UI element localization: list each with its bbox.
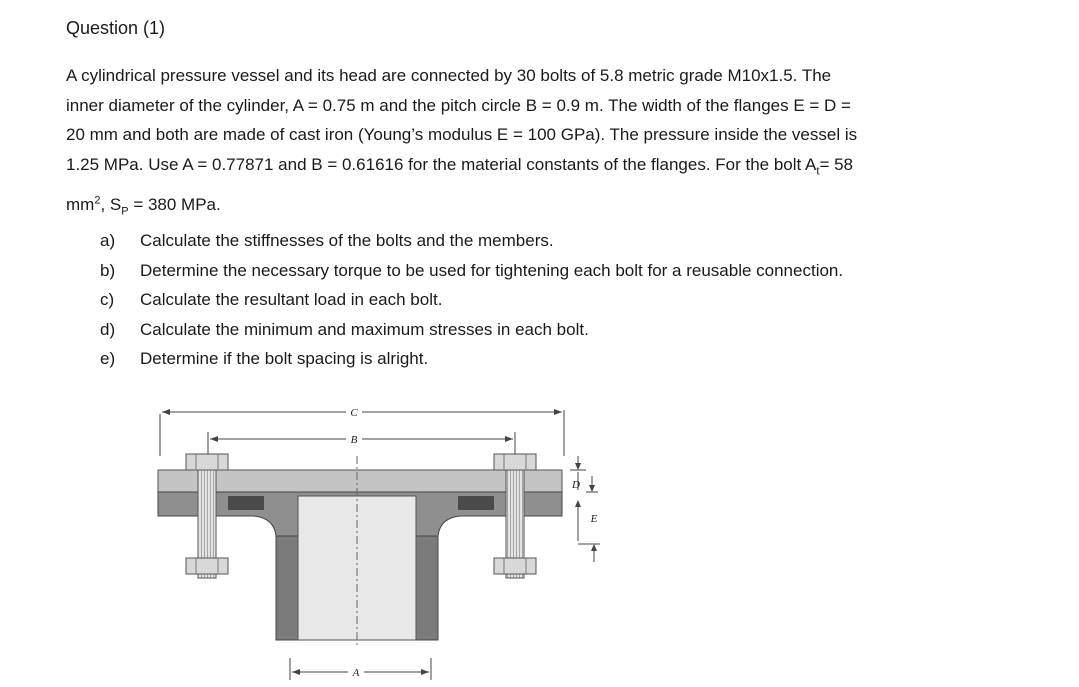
- dimension-b-label: B: [350, 434, 358, 446]
- statement-line-1: A cylindrical pressure vessel and its head are connected by 30 bolts of 5.8 metric grade M10x1.5. The: [66, 66, 832, 85]
- dimension-a: [290, 658, 431, 680]
- dimension-e-label: E: [590, 513, 598, 525]
- dimension-d-label: D: [572, 479, 580, 491]
- cylinder-wall-right: [416, 536, 438, 640]
- cylinder-wall-left: [276, 536, 298, 640]
- task-item: d) Calculate the minimum and maximum stresses in each bolt.: [100, 319, 589, 339]
- statement-line-4: 1.25 MPa. Use A = 0.77871 and B = 0.61616 for the material constants of the flanges. For the bolt $A_t= 58$: [66, 154, 853, 177]
- dimension-c-label: C: [350, 407, 358, 419]
- flange-diagram: [150, 396, 620, 686]
- task-item: e) Determine if the bolt spacing is alright.: [100, 349, 429, 369]
- problem-statement: [66, 61, 1026, 227]
- dimension-b: [208, 432, 515, 456]
- gasket-right-icon: [458, 496, 494, 510]
- vessel-head: [158, 470, 562, 492]
- statement-line-3: 20 mm and both are made of cast iron (Young’s modulus E = 100 GPa). The pressure inside the vessel is: [66, 125, 858, 144]
- dimension-e: [575, 500, 600, 562]
- dimension-a-label: A: [352, 667, 360, 679]
- statement-line-2: inner diameter of the cylinder, A = 0.75 m and the pitch circle B = 0.9 m. The width of the flanges E = D =: [66, 95, 851, 115]
- dimension-d: [570, 456, 598, 492]
- task-item: c) Calculate the resultant load in each bolt.: [100, 290, 443, 310]
- task-list: [100, 226, 843, 374]
- question-title: Question (1): [66, 18, 166, 38]
- gasket-left-icon: [228, 496, 264, 510]
- dimension-c: [160, 407, 564, 456]
- statement-line-5: $mm^2$, $S_P = 380$ MPa.: [66, 194, 221, 218]
- task-item: a) Calculate the stiffnesses of the bolts and the members.: [100, 231, 554, 250]
- task-item: b) Determine the necessary torque to be used for tightening each bolt for a reusable connection.: [100, 260, 844, 280]
